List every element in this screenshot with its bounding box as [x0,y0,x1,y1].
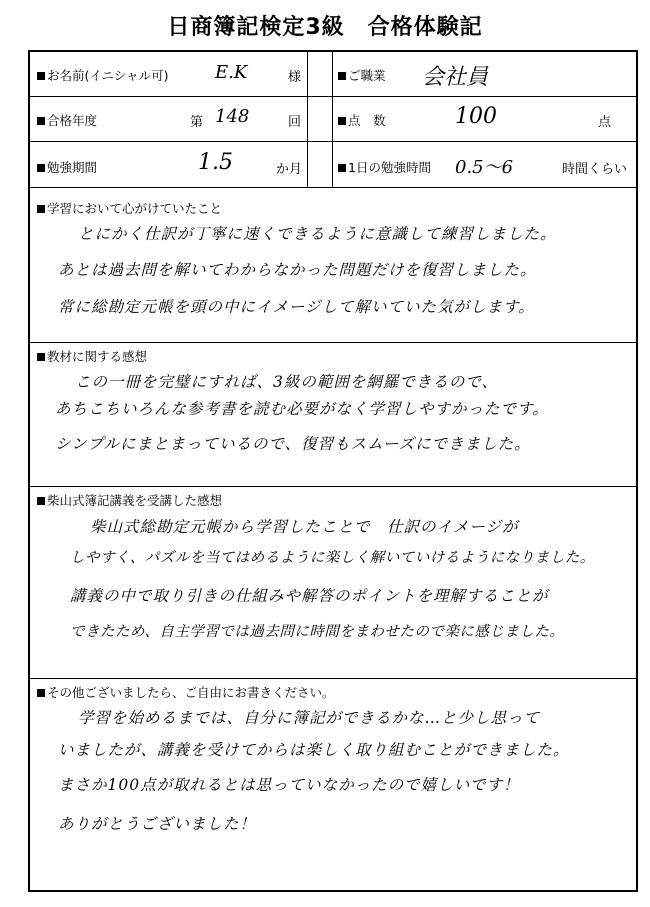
bullet-square-icon [37,205,45,213]
name-suffix: 様 [288,70,302,85]
handwritten-line: ありがとうございました！ [58,815,257,833]
handwritten-line: まさか100点が取れるとは思っていなかったので嬉しいです！ [58,776,520,794]
score-label: 点 数 [338,111,386,129]
score-suffix: 点 [598,115,612,130]
handwritten-line: 学習を始めるまでは、自分に簿記ができるかな…と少し思って [78,709,541,727]
section-divider [30,486,636,487]
handwritten-line: しやすく、パズルを当てはめるように楽しく解いていけるようになりました。 [70,550,595,566]
name-value: E.K [215,62,248,83]
score-value: 100 [455,104,497,129]
handwritten-line: あとは過去問を解いてわからなかった問題だけを復習しました。 [58,261,537,279]
period-label: 勉強期間 [37,158,97,176]
bullet-square-icon [37,164,45,172]
handwritten-line: いましたが、講義を受けてからは楽しく取り組むことができました。 [58,741,570,759]
bullet-square-icon [338,117,346,125]
row-divider [30,141,636,142]
year-prefix: 第 [190,115,204,130]
handwritten-line: できたため、自主学習では過去問に時間をまわせたので楽に感じました。 [70,624,565,640]
section-divider [30,678,636,679]
year-label: 合格年度 [37,111,97,129]
row-divider [30,96,636,97]
handwritten-line: あちこちいろんな参考書を読む必要がなく学習しやすかったです。 [55,400,549,418]
handwritten-line: シンプルにまとまっているので、復習もスムーズにできました。 [55,435,531,453]
bullet-square-icon [37,72,45,80]
handwritten-line: この一冊を完璧にすれば、3級の範囲を網羅できるので、 [75,373,499,391]
section-divider [30,342,636,343]
bullet-square-icon [338,164,346,172]
period-suffix: か月 [276,162,303,177]
bullet-square-icon [37,353,45,361]
name-label: お名前(イニシャル可) [37,66,169,84]
period-value: 1.5 [198,150,233,175]
handwritten-line: 柴山式総勘定元帳から学習したことで 仕訳のイメージが [90,518,519,536]
bullet-square-icon [37,497,45,505]
bullet-square-icon [338,72,346,80]
section-heading: 柴山式簿記講義を受講した感想 [37,491,222,509]
column-divider [332,52,333,187]
section-heading: その他ございましたら、ご自由にお書きください。 [37,683,335,701]
section-heading: 教材に関する感想 [37,347,147,365]
experience-form [28,50,638,892]
bullet-square-icon [37,117,45,125]
daily-label: 1日の勉強時間 [338,158,431,176]
handwritten-line: 常に総勘定元帳を頭の中にイメージして解いていた気がします。 [58,298,535,316]
year-suffix: 回 [288,115,302,130]
page-title: 日商簿記検定3級 合格体験記 [167,15,483,40]
bullet-square-icon [37,689,45,697]
job-value: 会社員 [422,65,489,90]
column-divider [307,52,308,187]
daily-value: 0.5～6 [455,157,514,178]
year-value: 148 [215,106,250,127]
row-divider [30,187,636,188]
section-heading: 学習において心がけていたこと [37,199,222,217]
handwritten-line: 講義の中で取り引きの仕組みや解答のポイントを理解することが [70,587,549,605]
handwritten-line: とにかく仕訳が丁寧に速くできるように意識して練習しました。 [78,225,557,243]
job-label: ご職業 [338,66,386,84]
daily-suffix: 時間くらい [562,162,628,177]
